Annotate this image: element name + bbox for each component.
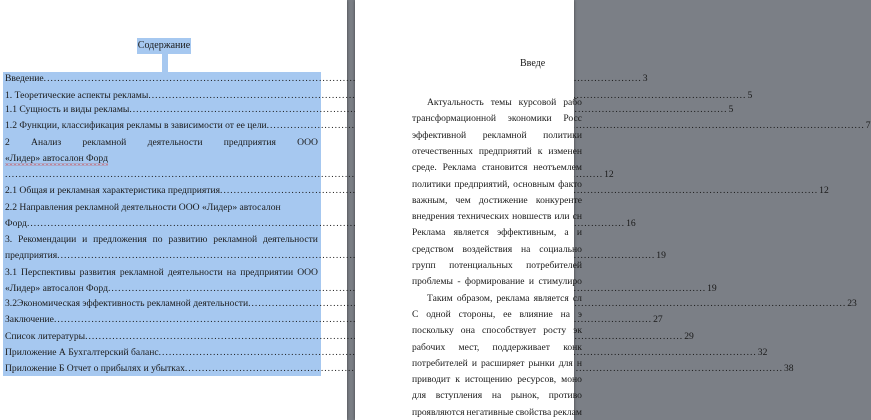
toc-entry-word: Перспективы — [21, 267, 76, 278]
toc-entry-word: рекламной — [119, 267, 164, 278]
intro-word: отечественных — [412, 145, 473, 157]
intro-word: потребителей — [526, 260, 582, 271]
toc-entry-text: 2.2 Направления рекламной деятельности ООО «Лидер» автосалон — [5, 202, 281, 213]
toc-entry-word: ООО — [297, 137, 318, 148]
toc-entry-text: 1.1 Сущность и виды рекламы — [5, 104, 130, 115]
toc-entry-word: 3. — [5, 234, 13, 245]
intro-text-line — [412, 308, 582, 322]
intro-word: вступления — [435, 390, 483, 402]
intro-word: рекламной — [482, 129, 527, 141]
intro-word: предприятий — [478, 145, 532, 157]
intro-word: проблемы — [412, 276, 453, 288]
intro-word: на — [520, 243, 531, 255]
intro-text-line — [412, 275, 582, 289]
intro-word: н — [576, 357, 582, 369]
intro-word: негативные — [466, 406, 514, 418]
intro-word: становится — [481, 162, 528, 174]
intro-word: образом, — [456, 292, 493, 304]
intro-word: средством — [412, 243, 454, 255]
intro-word: потенциальных — [449, 260, 513, 271]
toc-page-number: 23 — [847, 298, 857, 309]
intro-text-line — [412, 324, 582, 338]
intro-word: политики — [543, 129, 582, 141]
intro-word: ресурсов, — [517, 374, 557, 386]
intro-word: одной — [426, 308, 451, 320]
intro-text-line — [427, 292, 582, 306]
toc-entry-word: развитию — [168, 234, 208, 245]
toc-page-number: 12 — [604, 169, 614, 180]
intro-word: Реклама — [412, 227, 446, 239]
intro-word: технических — [457, 211, 510, 223]
intro-word: она — [460, 325, 475, 337]
toc-entry-text: 3.2Экономическая эффективность рекламной деятельности — [5, 298, 249, 309]
intro-word: эк — [573, 325, 582, 337]
intro-text-line — [412, 129, 582, 143]
intro-word: политики — [412, 178, 451, 190]
toc-entry-text: 2.1 Общая и рекламная характеристика предприятия — [5, 185, 221, 196]
toc-page-number: 12 — [819, 185, 829, 196]
toc-entry[interactable] — [5, 201, 281, 214]
toc-page-number: 32 — [757, 347, 768, 358]
toc-page-number: 5 — [728, 104, 734, 115]
intro-word: - — [457, 276, 461, 288]
intro-word: является — [533, 292, 569, 304]
intro-word: Таким — [427, 292, 453, 304]
intro-text-line — [412, 373, 582, 387]
intro-title: Введе — [520, 58, 546, 69]
intro-word: ее — [503, 308, 512, 320]
intro-word: конк — [563, 341, 582, 353]
intro-text-line — [412, 243, 582, 257]
intro-text-line — [412, 389, 582, 403]
intro-word: эффективной — [412, 129, 467, 141]
toc-entry-word: 3.1 — [5, 267, 17, 278]
intro-word: влияние — [519, 308, 553, 320]
toc-entry-word: на — [226, 267, 237, 278]
toc-entry-word: предприятии — [240, 267, 294, 278]
intro-word: реклама — [496, 292, 530, 304]
intro-word: поддерживает — [492, 341, 550, 353]
toc-entry-word: рекламной — [213, 234, 258, 245]
intro-word: проявляются — [412, 406, 465, 418]
toc-page-number: 19 — [656, 250, 666, 261]
intro-word: потребителей — [412, 357, 468, 369]
intro-text-line — [412, 226, 582, 240]
intro-word: росту — [543, 325, 567, 337]
intro-word: на — [560, 308, 570, 320]
toc-page-number: 16 — [626, 218, 636, 229]
intro-text-line — [412, 357, 582, 371]
intro-text-line — [412, 161, 582, 175]
toc-page-number: 5 — [747, 90, 753, 101]
intro-text-line — [412, 341, 582, 355]
toc-entry-text: Приложение А Бухгалтерский баланс — [5, 347, 159, 358]
intro-word: темы — [490, 97, 512, 108]
toc-entry[interactable] — [5, 266, 318, 279]
toc-entry[interactable] — [5, 72, 648, 85]
intro-word: способствует — [482, 325, 537, 337]
intro-word: стороны, — [458, 308, 496, 320]
intro-word: противо — [548, 390, 582, 402]
intro-word: социально — [539, 243, 582, 255]
intro-word: сн — [572, 211, 582, 223]
toc-entry-word: по — [152, 234, 163, 245]
intro-word: стимулиро — [538, 276, 582, 288]
toc-entry-text: «Лидер» автосалон Форд — [5, 153, 108, 164]
intro-word: сл — [572, 292, 582, 304]
intro-word: конкуренте — [535, 194, 582, 206]
intro-word: эффективным, — [497, 227, 557, 239]
toc-page-number: 38 — [784, 363, 794, 374]
toc-entry-word: Рекомендации — [18, 234, 77, 245]
intro-text-line — [412, 145, 582, 159]
intro-word: на — [491, 390, 502, 402]
intro-text-line — [412, 210, 582, 224]
intro-word: к — [455, 374, 460, 386]
intro-word: курсовой — [518, 97, 557, 108]
intro-word: Реклама — [442, 162, 477, 174]
intro-text-line — [412, 194, 582, 208]
toc-entry[interactable] — [5, 136, 318, 149]
intro-text-line — [412, 259, 582, 273]
toc-title: Содержание — [137, 38, 191, 54]
intro-word: мест, — [458, 341, 480, 353]
intro-word: моно — [561, 374, 582, 386]
toc-entry-word: предложения — [93, 234, 147, 245]
selection-connector — [162, 54, 168, 72]
intro-word: рабочих — [412, 341, 446, 353]
intro-word: изменен — [548, 145, 582, 157]
intro-word: Росс — [563, 113, 582, 125]
toc-entry-word: и — [82, 234, 88, 245]
intro-text-line — [412, 406, 582, 420]
intro-word: и — [471, 357, 477, 369]
toc-entry-text: «Лидер» автосалон Форд — [5, 283, 108, 294]
toc-entry-word: деятельности — [147, 137, 203, 148]
intro-word: расширяет — [481, 357, 525, 369]
intro-text-line — [427, 96, 582, 110]
intro-word: рынок, — [510, 390, 540, 402]
intro-word: внедрения — [412, 211, 455, 223]
toc-entry-word: предприятия — [223, 137, 276, 148]
intro-word: формирование — [464, 276, 525, 288]
toc-entry[interactable] — [5, 152, 108, 165]
toc-entry-text: предприятия — [5, 250, 58, 261]
intro-word: воздействия — [462, 243, 513, 255]
intro-word: предприятий, — [454, 178, 510, 190]
toc-entry[interactable] — [5, 103, 734, 116]
toc-page-number: 27 — [653, 314, 663, 325]
intro-word: и — [576, 227, 582, 239]
toc-entry-word: Анализ — [31, 137, 62, 148]
intro-word: а — [564, 227, 569, 239]
intro-word: для — [558, 357, 573, 369]
toc-page-number: 7 — [865, 120, 871, 131]
intro-word: э — [577, 308, 582, 320]
toc-entry-text: Список литературы — [5, 331, 86, 342]
intro-word: для — [412, 390, 427, 402]
intro-word: к — [537, 145, 543, 157]
toc-entry-text: Приложение Б Отчет о прибылях и убытках — [5, 363, 185, 374]
intro-word: достижение — [478, 194, 528, 206]
toc-entry-text: Введение — [5, 73, 44, 84]
intro-word: среде. — [412, 162, 437, 174]
intro-word: экономики — [507, 113, 552, 125]
intro-word: рынки — [528, 357, 555, 369]
toc-page-number: 29 — [684, 331, 694, 342]
intro-word: свойства — [515, 406, 552, 418]
intro-word: важным, — [412, 194, 448, 206]
toc-entry[interactable] — [5, 233, 318, 246]
intro-word: реклам — [553, 406, 582, 418]
intro-word: основным — [513, 178, 555, 190]
intro-word: поскольку — [412, 325, 454, 337]
toc-entry-text: Заключение — [5, 314, 54, 325]
toc-entry-text: 1.2 Функции, классификация рекламы в зависимости от ее цели — [5, 120, 267, 131]
right-document-page — [355, 0, 582, 420]
intro-word: приводит — [412, 374, 451, 386]
intro-word: новшеств — [512, 211, 552, 223]
intro-word: или — [554, 211, 570, 223]
intro-word: С — [412, 308, 419, 320]
toc-entry-text: Форд — [5, 218, 27, 229]
intro-word: неотъемлем — [533, 162, 582, 174]
toc-entry-word: деятельности — [263, 234, 318, 245]
intro-word: групп — [412, 260, 436, 271]
toc-entry[interactable] — [5, 89, 753, 102]
intro-word: Актуальность — [427, 97, 484, 108]
intro-word: трансформационной — [412, 113, 497, 125]
intro-text-line — [412, 178, 582, 192]
intro-word: истощению — [464, 374, 513, 386]
toc-entry-word: ООО — [297, 267, 318, 278]
toc-entry-word: развития — [79, 267, 116, 278]
toc-entry-text: 1. Теоретические аспекты рекламы — [5, 90, 149, 101]
toc-entry-word: рекламной — [82, 137, 127, 148]
intro-word: и — [528, 276, 535, 288]
toc-page-number: 19 — [707, 283, 717, 294]
toc-entry-word: деятельности — [167, 267, 223, 278]
toc-page-number: 3 — [642, 73, 648, 84]
intro-word: является — [453, 227, 489, 239]
intro-word: чем — [455, 194, 471, 206]
intro-text-line — [412, 112, 582, 126]
toc-entry-word: 2 — [5, 137, 10, 148]
intro-word: рабо — [563, 97, 582, 108]
intro-word: факто — [558, 178, 582, 190]
